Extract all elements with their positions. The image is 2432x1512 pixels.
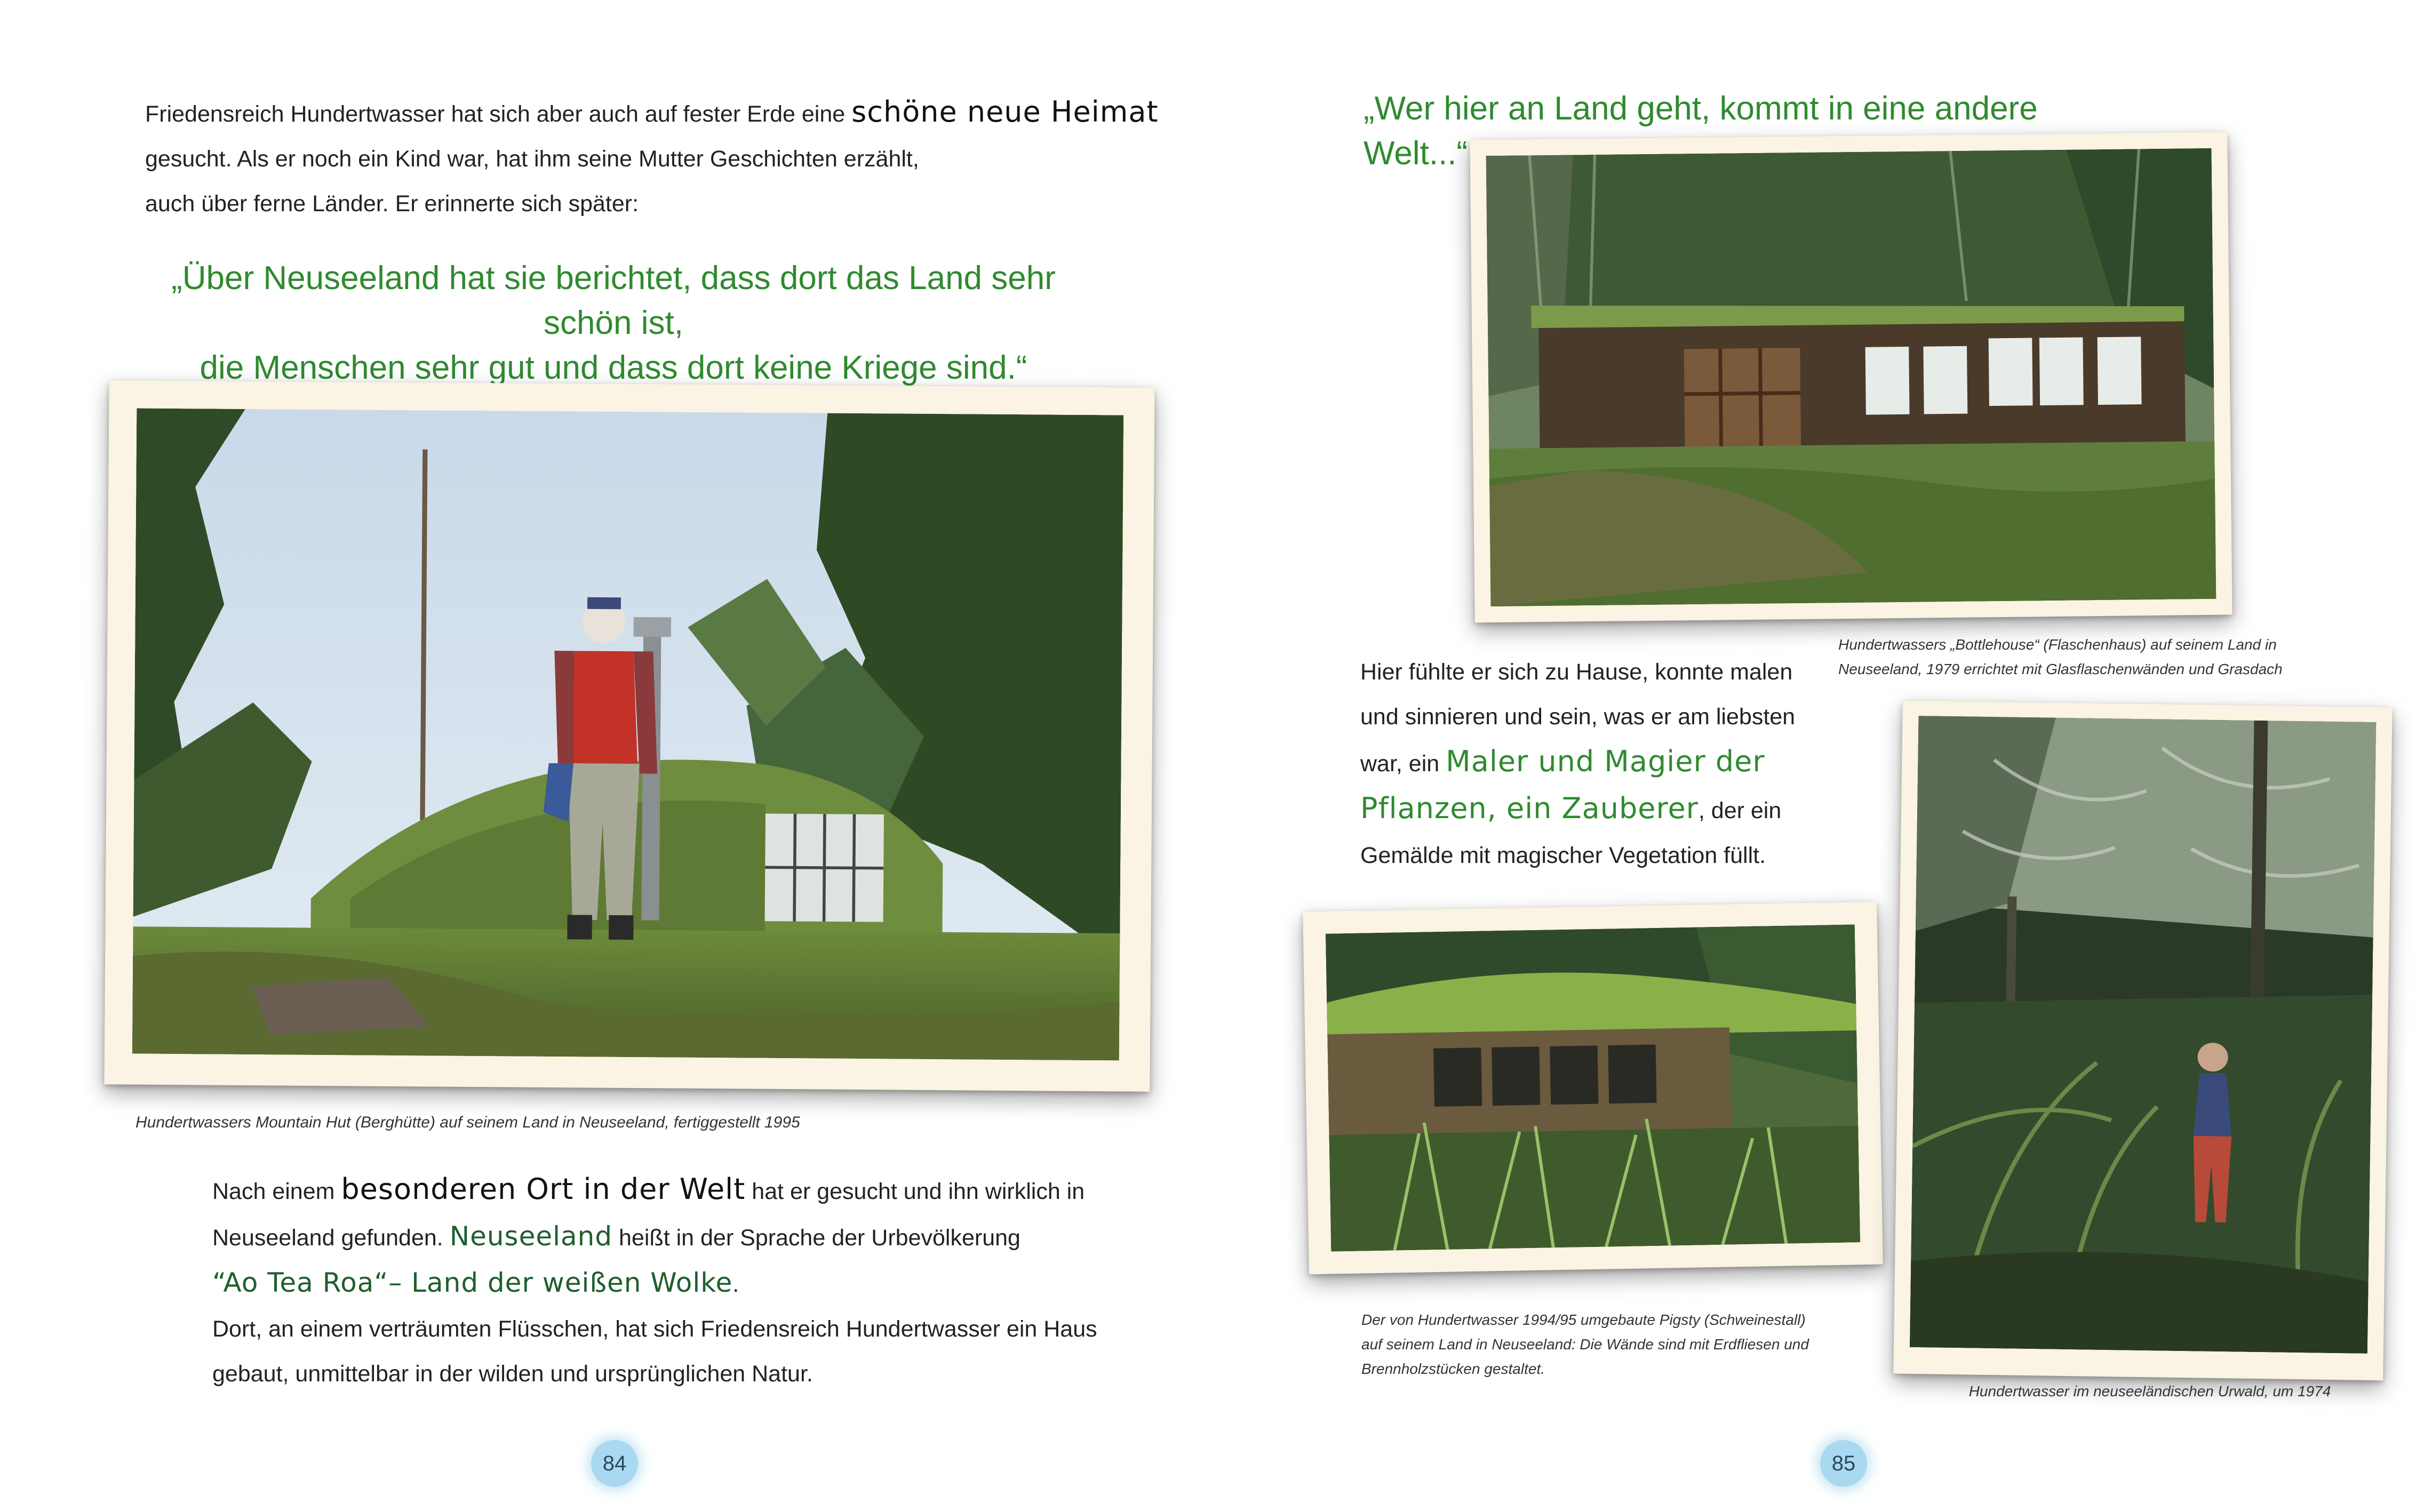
caption-mountain-hut: Hundertwassers Mountain Hut (Berghütte) auf seinem Land in Neuseeland, fertiggestellt 1995 xyxy=(135,1114,800,1131)
caption-urwald: Hundertwasser im neuseeländischen Urwald, um 1974 xyxy=(1968,1383,2331,1399)
left-para-line-2: Neuseeland gefunden. Neuseeland heißt in der Sprache der Urbevölkerung xyxy=(212,1221,1020,1252)
right-para-line-3: war, ein Maler und Magier der xyxy=(1360,745,1765,778)
left-para-line-1: Nach einem besonderen Ort in der Welt hat er gesucht und ihn wirklich in xyxy=(212,1172,1085,1206)
right-heading-quote: „Wer hier an Land geht, kommt in eine andere Welt...“ xyxy=(1363,90,2038,172)
right-para-line-4: Pflanzen, ein Zauberer, der ein xyxy=(1360,791,1782,825)
photo-mountain-hut-image xyxy=(132,409,1123,1061)
photo-mountain-hut xyxy=(104,380,1154,1092)
photo-urwald-image xyxy=(1910,716,2376,1354)
caption-bottlehouse-line-2: Neuseeland, 1979 errichtet mit Glasflaschenwänden und Grasdach xyxy=(1838,661,2283,677)
left-intro-line-2: gesucht. Als er noch ein Kind war, hat ihm seine Mutter Geschichten erzählt, xyxy=(145,146,919,172)
right-para-line-5: Gemälde mit magischer Vegetation füllt. xyxy=(1360,843,1766,868)
left-intro xyxy=(145,90,1159,226)
left-paragraph xyxy=(212,1167,1162,1396)
caption-pigsty xyxy=(1361,1308,1841,1381)
caption-pigsty-line-1: Der von Hundertwasser 1994/95 umgebaute Pigsty (Schweinestall) xyxy=(1361,1311,1806,1328)
photo-bottlehouse-image xyxy=(1486,148,2216,606)
left-para-line-5: gebaut, unmittelbar in der wilden und ursprünglichen Natur. xyxy=(212,1361,813,1387)
highlight-pflanzen-zauberer: Pflanzen, ein Zauberer xyxy=(1360,791,1699,825)
left-intro-line-3: auch über ferne Länder. Er erinnerte sich später: xyxy=(145,191,639,217)
caption-bottlehouse-line-1: Hundertwassers „Bottlehouse“ (Flaschenhaus) auf seinem Land in xyxy=(1838,636,2277,653)
right-para-line-2: und sinnieren und sein, was er am liebsten xyxy=(1360,704,1796,730)
caption-pigsty-line-2: auf seinem Land in Neuseeland: Die Wände sind mit Erdfliesen und xyxy=(1361,1336,1809,1353)
page-number-85: 85 xyxy=(1820,1440,1867,1487)
highlight-schoene-neue-heimat: schöne neue Heimat xyxy=(851,95,1159,129)
left-quote-line-1: „Über Neuseeland hat sie berichtet, dass dort das Land sehr schön ist, xyxy=(171,260,1056,341)
left-para-line-3: “Ao Tea Roa“– Land der weißen Wolke. xyxy=(212,1267,739,1298)
photo-pigsty xyxy=(1303,902,1883,1275)
highlight-neuseeland: Neuseeland xyxy=(449,1221,613,1252)
right-para-line-1: Hier fühlte er sich zu Hause, konnte malen xyxy=(1360,659,1793,685)
left-intro-line-1: Friedensreich Hundertwasser hat sich aber auch auf fester Erde eine schöne neue Heimat xyxy=(145,95,1159,129)
left-quote-line-2: die Menschen sehr gut und dass dort keine Kriege sind.“ xyxy=(200,349,1027,386)
caption-pigsty-line-3: Brennholzstücken gestaltet. xyxy=(1361,1361,1545,1377)
left-quote xyxy=(160,256,1067,390)
photo-urwald xyxy=(1893,701,2393,1381)
photo-pigsty-image xyxy=(1326,924,1860,1251)
highlight-ao-tea-roa: “Ao Tea Roa“– Land der weißen Wolke xyxy=(212,1267,733,1298)
right-paragraph xyxy=(1360,650,1840,878)
page-number-84: 84 xyxy=(591,1440,638,1487)
caption-bottlehouse xyxy=(1838,633,2345,682)
highlight-besonderen-ort: besonderen Ort in der Welt xyxy=(341,1172,746,1206)
left-para-line-4: Dort, an einem verträumten Flüsschen, hat sich Friedensreich Hundertwasser ein Haus xyxy=(212,1316,1097,1342)
photo-bottlehouse xyxy=(1470,132,2232,623)
highlight-maler-und-magier: Maler und Magier der xyxy=(1446,745,1765,778)
